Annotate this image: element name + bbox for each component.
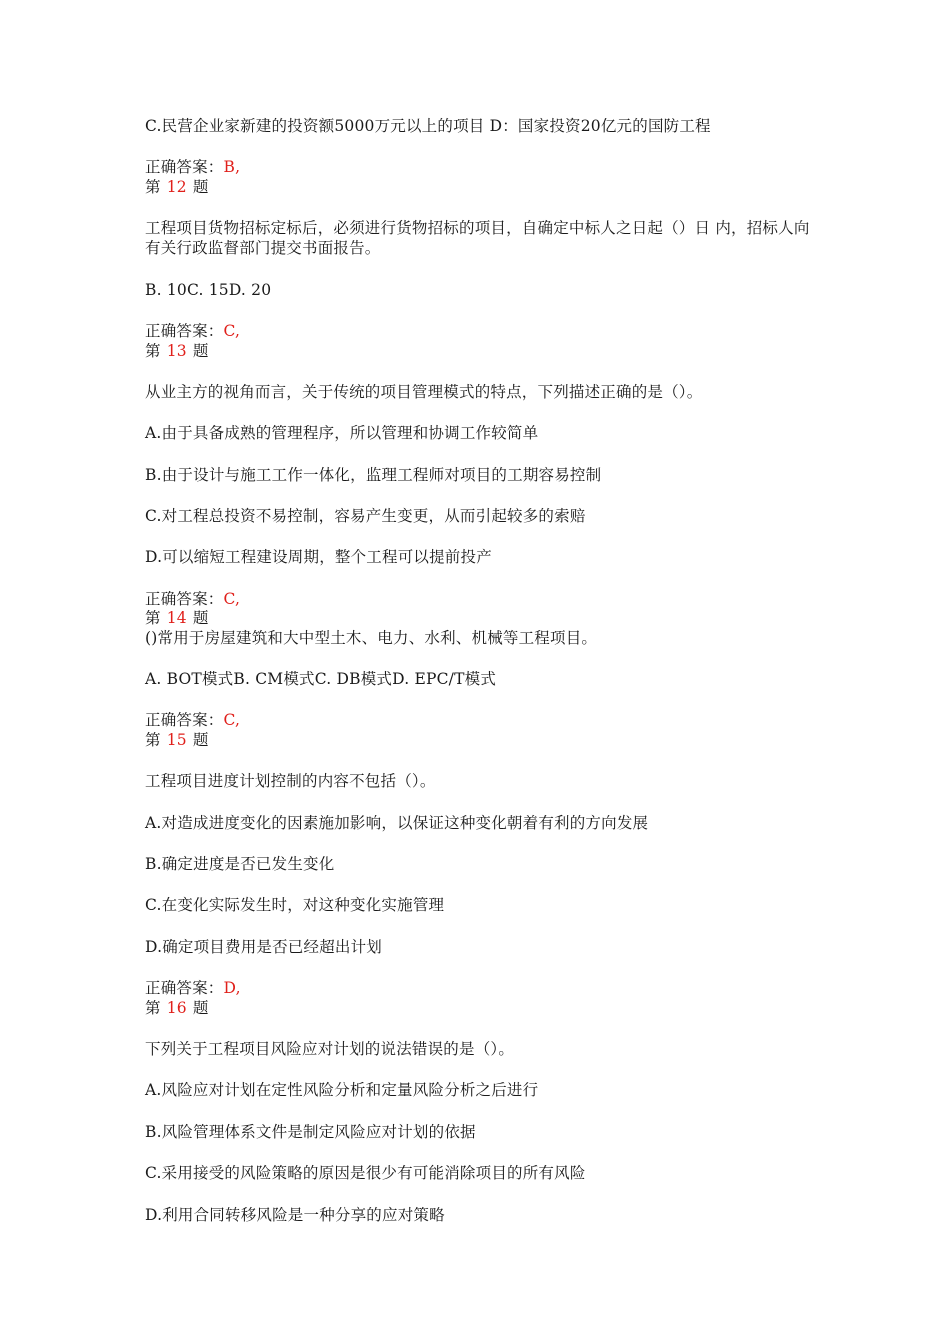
answer-value: C, <box>223 590 241 608</box>
answer-line <box>145 978 241 998</box>
answer-value: D, <box>223 979 241 997</box>
option-text: B.由于设计与施工工作一体化，监理工程师对项目的工期容易控制 <box>145 466 602 484</box>
question-stem: 工程项目货物招标定标后，必须进行货物招标的项目，自确定中标人之日起（）日 内，招标人向有关行政监督部门提交书面报告。 <box>145 219 810 257</box>
option-text: D.可以缩短工程建设周期，整个工程可以提前投产 <box>145 548 492 566</box>
option-text: A. BOT模式B. CM模式C. DB模式D. EPC/T模式 <box>145 670 497 688</box>
option-text: A.风险应对计划在定性风险分析和定量风险分析之后进行 <box>145 1081 539 1099</box>
answer-label: 正确答案： <box>145 322 224 340</box>
option-text: B.风险管理体系文件是制定风险应对计划的依据 <box>145 1123 476 1141</box>
answer-value: C, <box>223 711 241 729</box>
option-text: C.民营企业家新建的投资额5000万元以上的项目 D：国家投资20亿元的国防工程 <box>145 117 711 135</box>
question-stem: ()常用于房屋建筑和大中型土木、电力、水利、机械等工程项目。 <box>145 629 598 647</box>
question-number: 第 13 题 <box>145 342 209 360</box>
option-text: A.对造成进度变化的因素施加影响，以保证这种变化朝着有利的方向发展 <box>145 814 649 832</box>
question-number: 第 14 题 <box>145 609 209 627</box>
answer-label: 正确答案： <box>145 158 224 176</box>
answer-label: 正确答案： <box>145 979 224 997</box>
option-text: B.确定进度是否已发生变化 <box>145 855 335 873</box>
answer-line <box>145 710 240 730</box>
option-text: C.在变化实际发生时，对这种变化实施管理 <box>145 896 445 914</box>
answer-label: 正确答案： <box>145 590 224 608</box>
answer-value: C, <box>223 322 241 340</box>
answer-line <box>145 321 240 341</box>
option-text: A.由于具备成熟的管理程序，所以管理和协调工作较简单 <box>145 424 539 442</box>
question-stem: 从业主方的视角而言，关于传统的项目管理模式的特点，下列描述正确的是（）。 <box>145 383 703 401</box>
question-number: 第 15 题 <box>145 731 209 749</box>
question-number: 第 12 题 <box>145 178 209 196</box>
question-stem: 工程项目进度计划控制的内容不包括（）。 <box>145 772 436 790</box>
answer-line <box>145 157 240 177</box>
question-number: 第 16 题 <box>145 999 209 1017</box>
answer-label: 正确答案： <box>145 711 224 729</box>
answer-value: B, <box>223 158 241 176</box>
option-text: B. 10C. 15D. 20 <box>145 281 272 299</box>
option-text: D.利用合同转移风险是一种分享的应对策略 <box>145 1206 445 1224</box>
option-text: C.采用接受的风险策略的原因是很少有可能消除项目的所有风险 <box>145 1164 586 1182</box>
option-text: D.确定项目费用是否已经超出计划 <box>145 938 383 956</box>
question-stem: 下列关于工程项目风险应对计划的说法错误的是（）。 <box>145 1040 515 1058</box>
option-text: C.对工程总投资不易控制，容易产生变更，从而引起较多的索赔 <box>145 507 586 525</box>
answer-line <box>145 589 240 609</box>
